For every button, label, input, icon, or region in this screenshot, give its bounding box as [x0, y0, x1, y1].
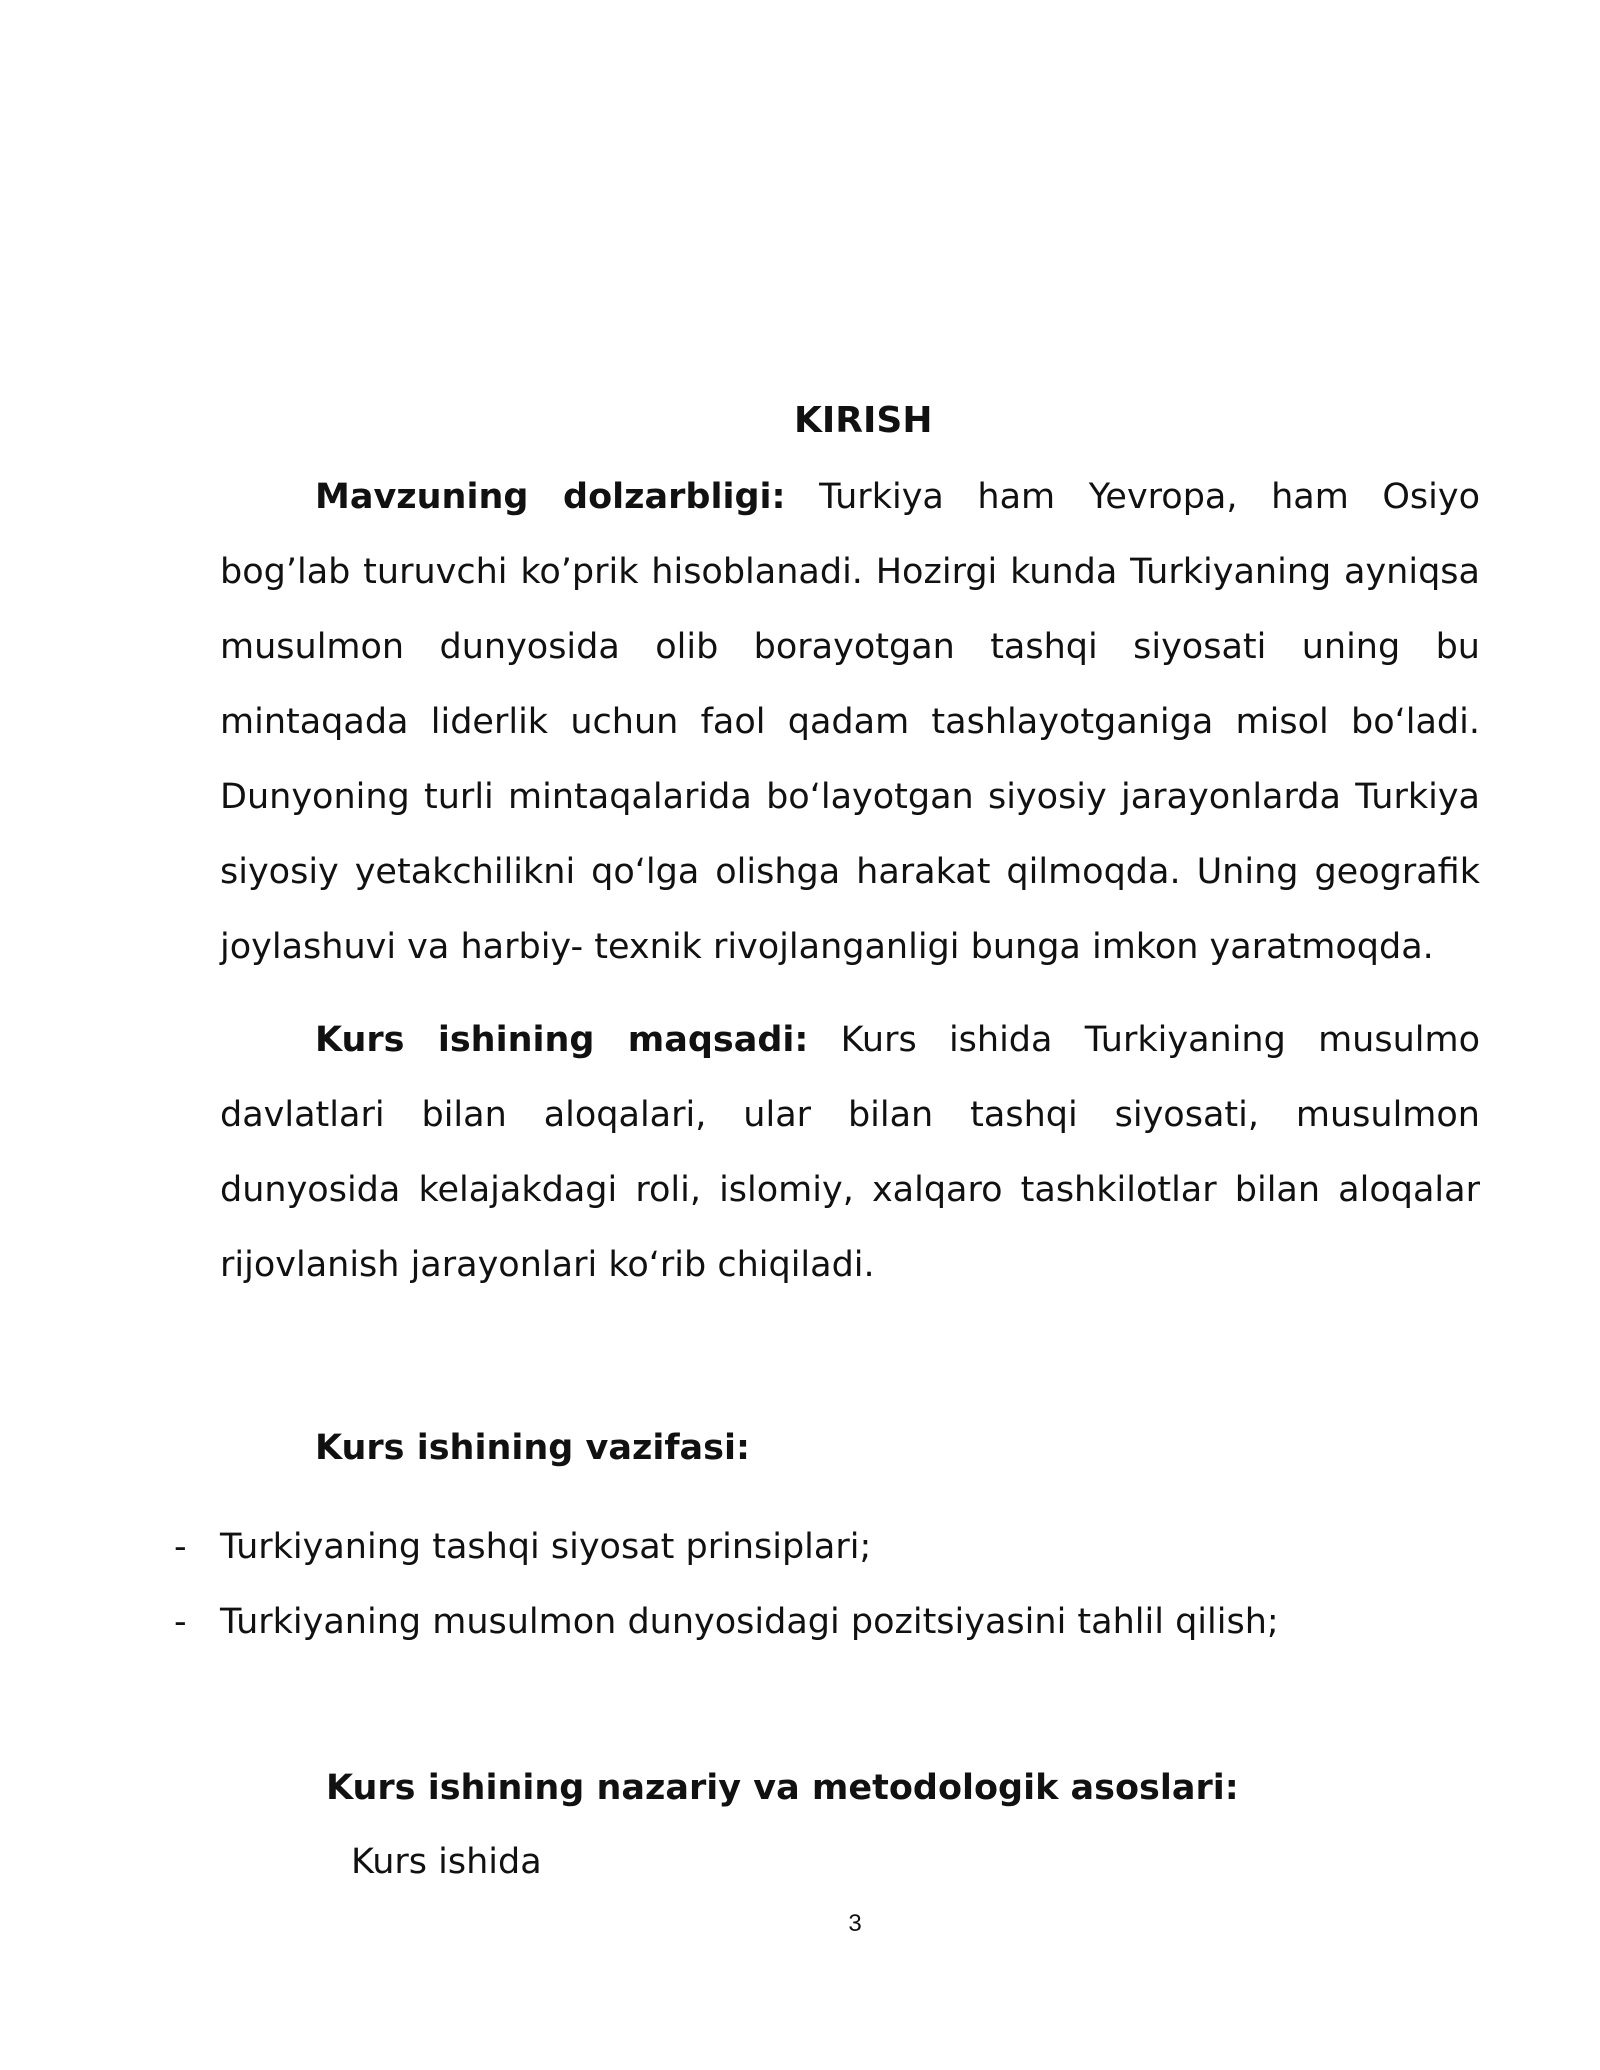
list-item-text: Turkiyaning tashqi siyosat prinsiplari; [220, 1527, 872, 1567]
list-item-text: Turkiyaning musulmon dunyosidagi pozitsiyasini tahlil qilish; [220, 1602, 1279, 1642]
goal-label: Kurs ishining maqsadi: [315, 1020, 809, 1060]
methodology-text: Kurs ishida [351, 1842, 542, 1882]
list-marker: - [174, 1602, 187, 1642]
goal-paragraph [220, 1003, 1480, 1303]
relevance-paragraph [220, 460, 1480, 985]
title-text: KIRISH [794, 400, 933, 441]
list-marker: - [174, 1527, 187, 1567]
page-number: 3 [848, 1910, 862, 1937]
tasks-list [170, 1510, 1279, 1660]
relevance-label: Mavzuning dolzarbligi: [315, 477, 786, 517]
relevance-text: Turkiya ham Yevropa, ham Osiyo bog’lab turuvchi ko’prik hisoblanadi. Hozirgi kunda Turkiyaning ayniqsa musulmon dunyosida olib borayotgan tashqi siyosati uning bu mintaqada liderlik uchun faol qadam tashlayotganiga misol bo‘ladi. Dunyoning turli mintaqalarida bo‘layotgan siyosiy jarayonlarda Turkiya siyosiy yetakchilikni qo‘lga olishga harakat qilmoqda. Uning geografik joylashuvi va harbiy- texnik rivojlanganligi bunga imkon yaratmoqda. [220, 477, 1480, 967]
list-item [170, 1510, 1279, 1585]
list-item [170, 1585, 1279, 1660]
methodology-heading: Kurs ishining nazariy va metodologik asoslari: [326, 1768, 1239, 1808]
tasks-heading: Kurs ishining vazifasi: [315, 1428, 750, 1468]
goal-text: Kurs ishida Turkiyaning musulmo davlatlari bilan aloqalari, ular bilan tashqi siyosati, musulmon dunyosida kelajakdagi roli, islomiy, xalqaro tashkilotlar bilan aloqalar rijovlanish jarayonlari ko‘rib chiqiladi. [220, 1020, 1481, 1285]
